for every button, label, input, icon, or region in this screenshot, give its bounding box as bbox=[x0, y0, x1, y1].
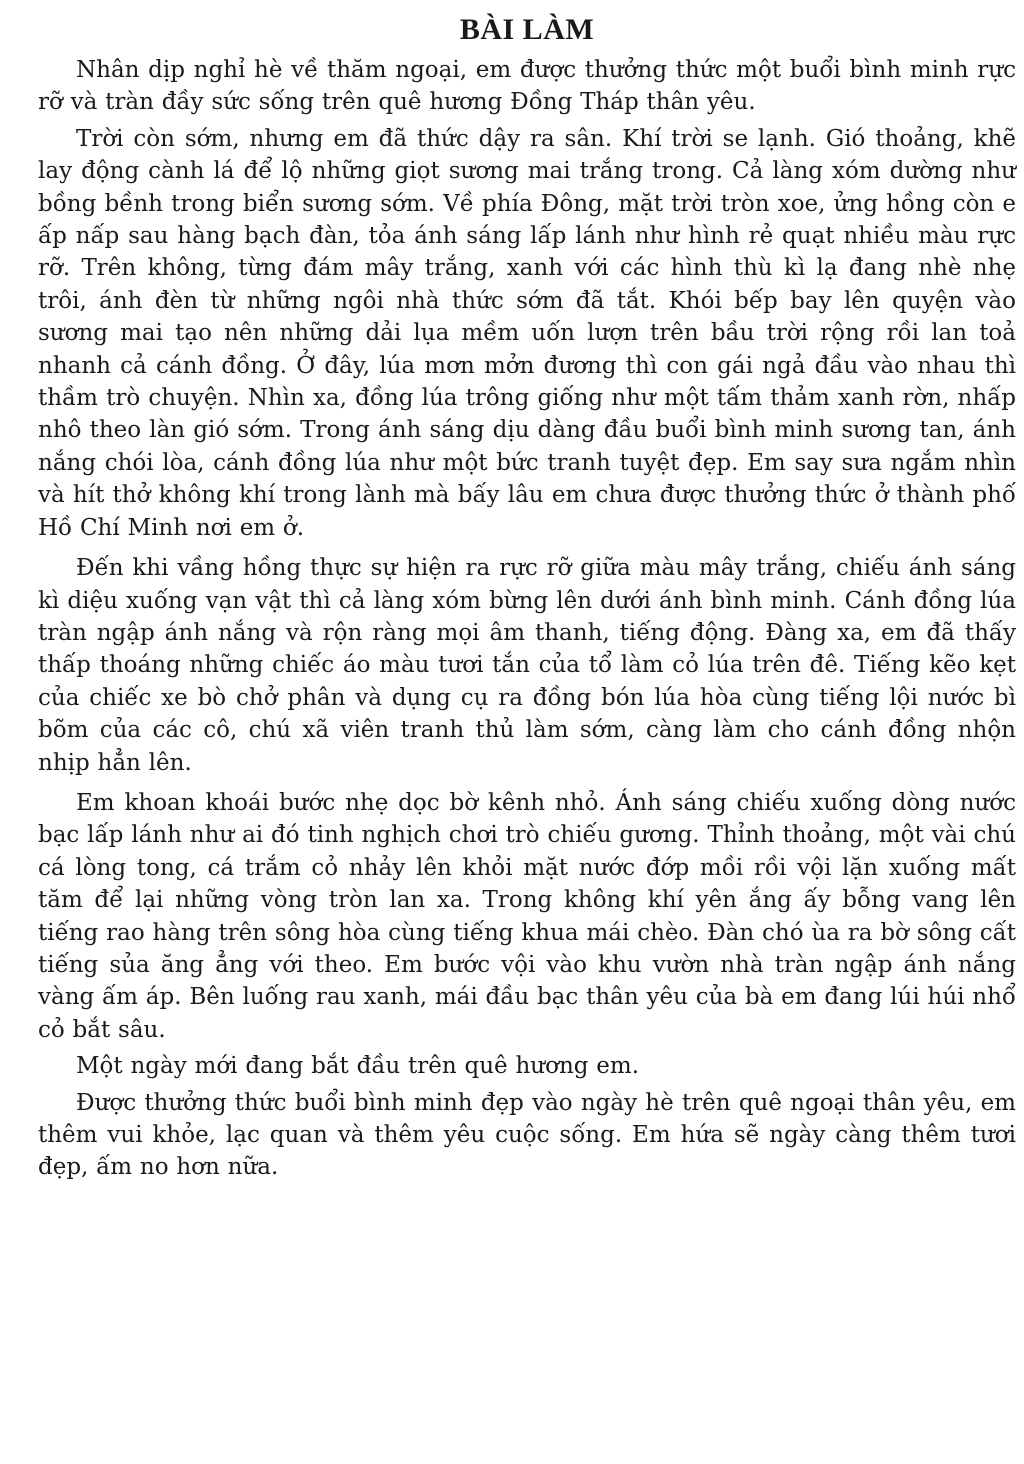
paragraph-intro: Nhân dịp nghỉ hè về thăm ngoại, em được thưởng thức một buổi bình minh rực rỡ và tràn đầy sức sống trên quê hương Đồng Tháp thân yêu. bbox=[38, 57, 1016, 116]
paragraph-early-morning: Trời còn sớm, nhưng em đã thức dậy ra sân. Khí trời se lạnh. Gió thoảng, khẽ lay động cành lá để lộ những giọt sương mai trắng trong. Cả làng xóm dường như bồng bềnh trong biển sương sớm. Về phía Đông, mặt trời tròn xoe, ửng hồng còn e ấp nấp sau hàng bạch đàn, tỏa ánh sáng lấp lánh như hình rẻ quạt nhiều màu rực rỡ. Trên không, từng đám mây trắng, xanh với các hình thù kì lạ đang nhè nhẹ trôi, ánh đèn từ những ngôi nhà thức sớm đã tắt. Khói bếp bay lên quyện vào sương mai tạo nên những dải lụa mềm uốn lượn trên bầu trời rộng rồi lan toả nhanh cả cánh đồng. Ở đây, lúa mơn mởn đương thì con gái ngả đầu vào nhau thì thầm trò chuyện. Nhìn xa, đồng lúa trông giống như một tấm thảm xanh rờn, nhấp nhô theo làn gió sớm. Trong ánh sáng dịu dàng đầu buổi bình minh sương tan, ánh nắng chói lòa, cánh đồng lúa như một bức tranh tuyệt đẹp. Em say sưa ngắm nhìn và hít thở không khí trong lành mà bấy lâu em chưa được thưởng thức ở thành phố Hồ Chí Minh nơi em ở. bbox=[38, 125, 1016, 541]
paragraph-conclusion: Được thưởng thức buổi bình minh đẹp vào ngày hè trên quê ngoại thân yêu, em thêm vui khỏe, lạc quan và thêm yêu cuộc sống. Em hứa sẽ ngày càng thêm tươi đẹp, ấm no hơn nữa. bbox=[38, 1089, 1016, 1181]
paragraph-canal-garden: Em khoan khoái bước nhẹ dọc bờ kênh nhỏ. Ánh sáng chiếu xuống dòng nước bạc lấp lánh như ai đó tinh nghịch chơi trò chiếu gương. Thỉnh thoảng, một vài chú cá lòng tong, cá trắm cỏ nhảy lên khỏi mặt nước đớp mồi rồi vội lặn xuống mất tăm để lại những vòng tròn lan xa. Trong không khí yên ắng ấy bỗng vang lên tiếng rao hàng trên sông hòa cùng tiếng khua mái chèo. Đàn chó ùa ra bờ sông cất tiếng sủa ăng ẳng với theo. Em bước vội vào khu vườn nhà tràn ngập ánh nắng vàng ấm áp. Bên luống rau xanh, mái đầu bạc thân yêu của bà em đang lúi húi nhổ cỏ bắt sâu. bbox=[38, 789, 1016, 1043]
paragraph-sunrise: Đến khi vầng hồng thực sự hiện ra rực rỡ giữa màu mây trắng, chiếu ánh sáng kì diệu xuống vạn vật thì cả làng xóm bừng lên dưới ánh bình minh. Cánh đồng lúa tràn ngập ánh nắng và rộn ràng mọi âm thanh, tiếng động. Đàng xa, em đã thấy thấp thoáng những chiếc áo màu tươi tắn của tổ làm cỏ lúa trên đê. Tiếng kẽo kẹt của chiếc xe bò chở phân và dụng cụ ra đồng bón lúa hòa cùng tiếng lội nước bì bõm của các cô, chú xã viên tranh thủ làm sớm, càng làm cho cánh đồng nhộn nhịp hẳn lên. bbox=[38, 555, 1016, 776]
document-title: BÀI LÀM bbox=[459, 13, 595, 46]
paragraph-new-day: Một ngày mới đang bắt đầu trên quê hương em. bbox=[76, 1053, 640, 1080]
document-page bbox=[38, 0, 1016, 1184]
